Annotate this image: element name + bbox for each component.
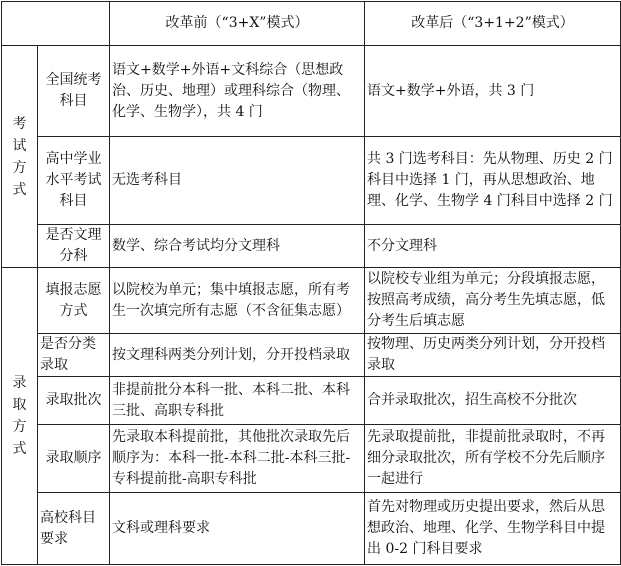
table-row <box>2 46 621 137</box>
category-exam-method <box>2 46 38 268</box>
table-row <box>2 268 621 334</box>
table-row <box>2 425 621 493</box>
row-after: 按物理、历史两类分列计划，分开投档录取 <box>365 334 621 377</box>
row-topic: 是否文理分科 <box>38 225 110 268</box>
header-after: 改革后（“3+1+2”模式） <box>365 2 621 46</box>
row-before: 先录取本科提前批，其他批次录取先后顺序为：本科一批-本科二批-本科三批-专科提前批-高职专科批 <box>110 425 365 493</box>
header-row <box>2 2 621 46</box>
row-after: 共 3 门选考科目：先从物理、历史 2 门科目中选择 1 门，再从思想政治、地理、化学、生物学 4 门科目中选择 2 门 <box>365 137 621 225</box>
table-row <box>2 493 621 565</box>
row-topic: 录取顺序 <box>38 425 110 493</box>
row-topic: 高校科目要求 <box>38 493 110 565</box>
row-before: 无选考科目 <box>110 137 365 225</box>
row-before: 按文理科两类分列计划，分开投档录取 <box>110 334 365 377</box>
row-topic: 填报志愿方式 <box>38 268 110 334</box>
row-topic: 高中学业水平考试科目 <box>38 137 110 225</box>
table-row <box>2 137 621 225</box>
row-after: 首先对物理或历史提出要求，然后从思想政治、地理、化学、生物学科目中提出 0-2 门科目要求 <box>365 493 621 565</box>
table-row <box>2 225 621 268</box>
header-before: 改革前（“3+X”模式） <box>110 2 365 46</box>
row-before: 非提前批分本科一批、本科二批、本科三批、高职专科批 <box>110 377 365 425</box>
row-after: 不分文理科 <box>365 225 621 268</box>
row-after: 语文+数学+外语，共 3 门 <box>365 46 621 137</box>
row-topic: 是否分类录取 <box>38 334 110 377</box>
row-after: 合并录取批次，招生高校不分批次 <box>365 377 621 425</box>
category-admission-method <box>2 268 38 565</box>
category-label: 考试方式 <box>12 115 27 198</box>
row-before: 语文+数学+外语+文科综合（思想政治、历史、地理）或理科综合（物理、化学、生物学），共 4 门 <box>110 46 365 137</box>
row-before: 数学、综合考试均分文理科 <box>110 225 365 268</box>
header-corner-cell <box>2 2 110 46</box>
row-before: 文科或理科要求 <box>110 493 365 565</box>
table-row <box>2 377 621 425</box>
row-after: 先录取提前批，非提前批录取时，不再细分录取批次，所有学校不分先后顺序一起进行 <box>365 425 621 493</box>
row-after: 以院校专业组为单元；分段填报志愿，按照高考成绩，高分考生先填志愿，低分考生后填志愿 <box>365 268 621 334</box>
reform-comparison-table <box>1 1 621 565</box>
category-label: 录取方式 <box>12 375 27 457</box>
row-before: 以院校为单元；集中填报志愿，所有考生一次填完所有志愿（不含征集志愿） <box>110 268 365 334</box>
row-topic: 全国统考科目 <box>38 46 110 137</box>
row-topic: 录取批次 <box>38 377 110 425</box>
table-row <box>2 334 621 377</box>
